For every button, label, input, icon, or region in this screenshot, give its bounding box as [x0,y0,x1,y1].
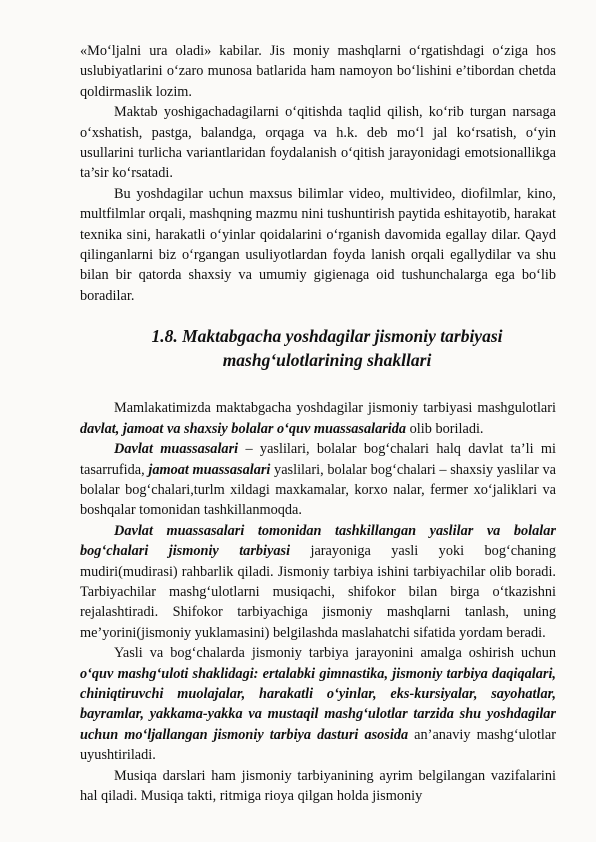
text-run: Musiqa darslari ham jismoniy tarbiyanining ayrim belgilangan vazifalarini hal qiladi. Musiqa takti, ritmiga rioya qilgan holda jismoniy [80,767,556,804]
paragraph [80,766,556,807]
text-run: olib boriladi. [406,420,484,437]
paragraph [80,398,556,439]
document-page [80,41,556,806]
text-run: Bu yoshdagilar uchun maxsus bilimlar video, multivideo, diofilmlar, kino, multfilmlar orqali, mashqning mazmu nini tushuntirish paytida eshitayotib, harakat texnika sini, harakatli o‘yinlar qoidalarini o‘rganish davomida egallay dilar. Qayd qilinganlarni biz o‘rgangan usuliyotlardan foyda lanish orqali egallydilar va shu bilan bir qatorda shaxsiy va umumiy gigienaga oid tushunchalarga ega bo‘lib boradilar. [80,185,556,304]
heading-line-1: 1.8. Maktabgacha yoshdagilar jismoniy tarbiyasi [151,326,503,347]
text-run: – yaslilari, bolalar bog‘chalari halq davlat ta’li mi tasarrufida, [80,441,556,478]
paragraph [80,439,556,521]
paragraph [80,521,556,643]
paragraph [80,102,556,184]
body-text-top [80,41,556,306]
section-heading [80,324,556,372]
text-run: jarayoniga yasli yoki bog‘chaning mudiri(mudirasi) rahbarlik qiladi. Jismoniy tarbiya ishini tarbiyachilar olib boradi. Tarbiyachilar mashg‘ulotlarni musiqachi, shifokor bilan birga o‘tkazishni rejalashtiradi. Shifokor tarbiyachiga jismoniy mashqlarni tanlash, uning me’yorini(jismoniy yuklamasini) belgilashda maslahatchi sifatida yordam beradi. [80,543,556,641]
emphasized-text: davlat, jamoat va shaxsiy bolalar o‘quv muassasalarida [80,420,407,437]
emphasized-text: o‘quv mashg‘uloti shaklidagi: ertalabki gimnastika, jismoniy tarbiya daqiqalari, chiniqtiruvchi muolajalar, harakatli o‘yinlar, eks-kursiyalar, sayohatlar, bayramlar, yakkama-yakka va mustaqil mashg‘ulotlar tarzida shu yoshdagilar uchun mo‘ljallangan jismoniy tarbiya dasturi asosida [80,665,556,743]
emphasized-text: Davlat muassasalari [114,441,239,458]
paragraph [80,184,556,306]
text-run: an’anaviy mashg‘ulotlar uyushtiriladi. [80,726,556,764]
text-run: yaslilari, bolalar bog‘chalari – shaxsiy yaslilar va bolalar bog‘chalari,turlm xildagi maxkamalar, korxo nalar, fermer xo‘jaliklari va boshqalar tomonidan tashkillanmoqda. [80,461,556,519]
body-text-bottom [80,398,556,806]
text-run: Yasli va bog‘chalarda jismoniy tarbiya jarayonini amalga oshirish uchun [114,645,556,662]
text-run: «Mo‘ljalni ura oladi» kabilar. Jis moniy mashqlarni o‘rgatishdagi o‘ziga hos uslubiyatlarini o‘zaro munosa batlarida ham namoyon bo‘lishini e’tibordan chetda qoldirmaslik lozim. [80,43,556,100]
text-run: Maktab yoshigachadagilarni o‘qitishda taqlid qilish, ko‘rib turgan narsaga o‘xshatish, pastga, balandga, orqaga va h.k. deb mo‘l jal ko‘rsatish, o‘yin usullarini turlicha variantlaridan foydalanish o‘qitish jarayonidagi emotsionallikga ta’sir ko‘rsatadi. [80,104,556,182]
emphasized-text: Davlat muassasalari tomonidan tashkillangan yaslilar va bolalar bog‘chalari jismoniy tarbiyasi [80,522,556,560]
paragraph [80,643,556,765]
paragraph [80,41,556,102]
heading-line-2: mashg‘ulotlarining shakllari [222,350,432,371]
text-run: Mamlakatimizda maktabgacha yoshdagilar jismoniy tarbiyasi mashgulotlari [114,400,556,417]
emphasized-text: jamoat muassasalari [148,461,271,478]
